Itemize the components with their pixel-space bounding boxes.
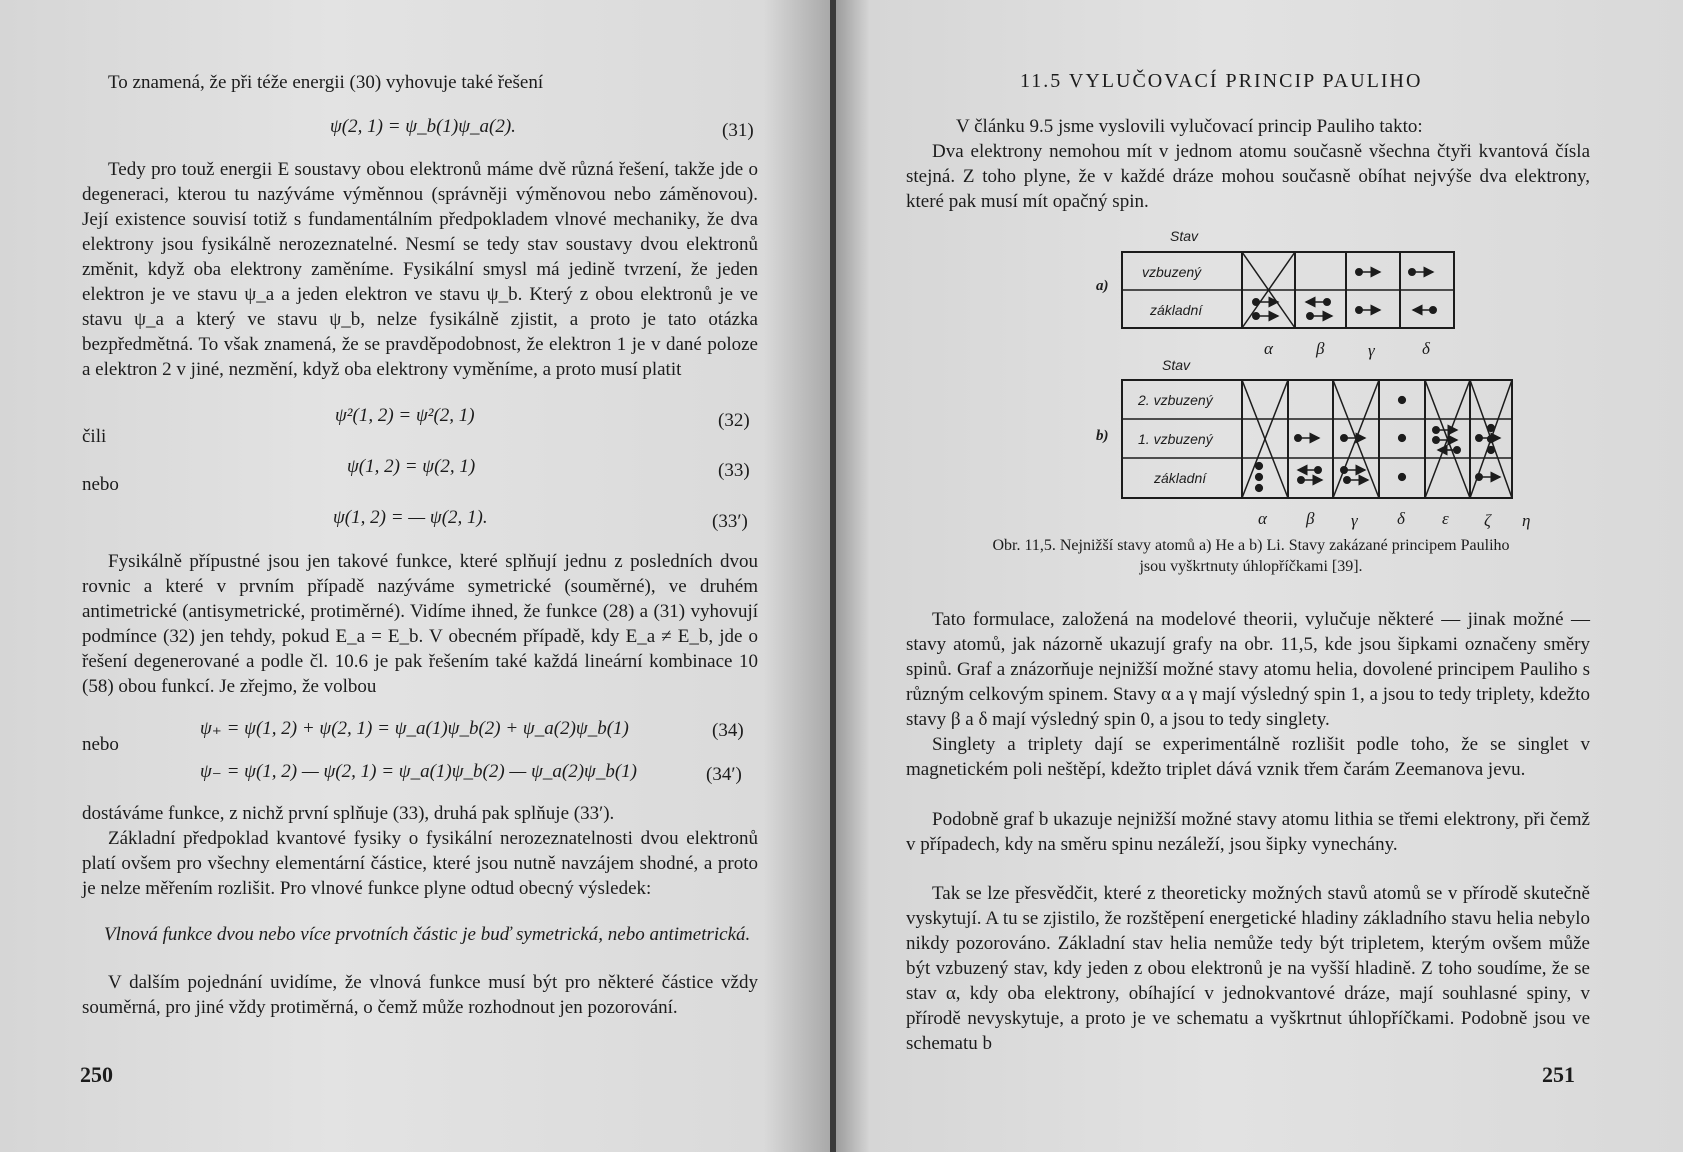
figure-a-col-gamma: γ: [1368, 341, 1375, 360]
figure-a-label: a): [1096, 278, 1109, 294]
figure-a-row-excited: vzbuzený: [1142, 264, 1202, 280]
paragraph-helium-ground: Tak se lze přesvědčit, které z theoreticky možných stavů atomů se v přírodě skutečně vyskytují. A tu se zjistilo, že rozštěpení energetické hladiny základního stavu helia nebylo nikdy pozorováno. Základní stav helia nemůže tedy být tripletem, kterým ovšem může být vzbuzený stav, kdy jeden z obou elektronů je na vyšší hladině. Z toho soudíme, že se stav α, kdy oba elektrony, obíhající v jednokvantové dráze, mají souhlasné spiny, v přírodě nevyskytuje, a proto je ve schematu a vyškrtnut úhlopříčkami. Podobně jsou ve schematu b: [906, 883, 1590, 1054]
paragraph-pauli-intro: V článku 9.5 jsme vyslovili vylučovací princip Pauliho takto:: [956, 116, 1423, 137]
figure-a-col-delta: δ: [1422, 339, 1430, 358]
section-heading: 11.5 VYLUČOVACÍ PRINCIP PAULIHO: [1020, 70, 1423, 92]
equation-32-number: (32): [718, 410, 750, 431]
figure-b-row-ground: základní: [1154, 470, 1207, 486]
equation-31-number: (31): [722, 120, 754, 141]
paragraph-formulation: Tato formulace, založená na modelové theorii, vylučuje některé — jinak možné — stavy atomů, jak názorně ukazují grafy na obr. 11,5, kde jsou šipkami označeny směry spinů. Graf a znázorňuje nejnižší možné stavy atomu helia, dovolené principem Pauliho s různým celkovým spinem. Stavy α a γ mají výsledný spin 1, a jsou to tedy triplety, kdežto stavy β a δ mají výsledný spin 0, a jsou to tedy singlety.: [906, 609, 1590, 730]
equation-31: ψ(2, 1) = ψ_b(1)ψ_a(2).: [330, 116, 516, 137]
equation-33-prime-number: (33′): [712, 511, 748, 532]
figure-a-col-alpha: α: [1264, 339, 1273, 358]
figure-b-col-eta: η: [1522, 511, 1531, 530]
figure-b-row-first-excited: 1. vzbuzený: [1138, 431, 1213, 447]
equation-34-prime-number: (34′): [706, 764, 742, 785]
paragraph-assumption: Základní předpoklad kvantové fysiky o fysikální nerozeznatelnosti dvou elektronů platí ovšem pro všechny elementární částice, které jsou nutně navzájem shodné, a proto je nelze měřením rozlišit. Pro vlnové funkce plyne odtud obecný výsledek:: [82, 828, 758, 899]
equation-32: ψ²(1, 2) = ψ²(2, 1): [335, 405, 475, 426]
page-number-right: 251: [1542, 1062, 1575, 1087]
paragraph-functions: dostáváme funkce, z nichž první splňuje (33), druhá pak splňuje (33′).: [82, 803, 615, 824]
equation-34: ψ₊ = ψ(1, 2) + ψ(2, 1) = ψ_a(1)ψ_b(2) + ψ_a(2)ψ_b(1): [200, 718, 629, 739]
figure-b-col-zeta: ζ: [1484, 511, 1491, 530]
paragraph-further: V dalším pojednání uvidíme, že vlnová funkce musí být pro některé částice vždy souměrná, pro jiné vždy protiměrná, o čemž může rozhodnout jen pozorování.: [82, 972, 758, 1018]
intro-line: To znamená, že při téže energii (30) vyhovuje také řešení: [108, 72, 544, 93]
equation-34-number: (34): [712, 720, 744, 741]
paragraph-pauli-statement: Dva elektrony nemohou mít v jednom atomu současně všechna čtyři kvantová čísla stejná. Z toho plyne, že v každé dráze mohou současně obíhat nejvýše dva elektrony, které pak musí mít opačný spin.: [906, 141, 1590, 212]
page-number-left: 250: [80, 1062, 113, 1087]
figure-b-col-alpha: α: [1258, 509, 1267, 528]
equation-34-label: nebo: [82, 734, 119, 755]
equation-32-label: čili: [82, 426, 107, 447]
equation-33-prime: ψ(1, 2) = — ψ(2, 1).: [333, 507, 488, 528]
pauli-states-diagram: [976, 230, 1536, 530]
figure-b-col-gamma: γ: [1351, 511, 1358, 530]
figure-a-col-beta: β: [1316, 339, 1325, 358]
paragraph-symmetric: Fysikálně přípustné jsou jen takové funkce, které splňují jednu z posledních dvou rovnic a které v prvním případě nazýváme symetrické (souměrné), ve druhém antimetrické (antisymetrické, protiměrné). Vidíme ihned, že funkce (28) a (31) vyhovují podmínce (32) jen tehdy, pokud E_a = E_b. V obecném případě, kdy E_a ≠ E_b, jde o řešení degenerované a podle čl. 10.6 je pak řešením také každá lineární kombinace 10 (58) obou funkcí. Je zřejmo, že volbou: [82, 551, 758, 697]
figure-b-electrons: [1256, 397, 1500, 492]
figure-b-row-second-excited: 2. vzbuzený: [1138, 392, 1213, 408]
figure-a-electrons: [1253, 269, 1436, 319]
paragraph-singlets: Singlety a triplety dají se experimentálně rozlišit podle toho, že se singlet v magnetickém poli neštěpí, kdežto triplet dává vznik třem čarám Zeemanova jevu.: [906, 734, 1590, 780]
equation-33-label: nebo: [82, 474, 119, 495]
paragraph-lithium: Podobně graf b ukazuje nejnižší možné stavy atomu lithia se třemi elektrony, při čemž v případech, kdy na směru spinu nezáleží, jsou šipky vynechány.: [906, 809, 1590, 855]
figure-b-title: Stav: [1162, 357, 1191, 373]
figure-caption: [906, 535, 1596, 577]
paragraph-degeneracy: Tedy pro touž energii E soustavy obou elektronů máme dvě různá řešení, takže jde o degeneraci, kterou tu nazýváme výměnnou (správněji výměnovou nebo záměnovou). Její existence souvisí totiž s fundamentálním předpokladem vlnové mechaniky, že dva elektrony jsou fysikálně nerozeznatelné. Nesmí se tedy stav soustavy dvou elektronů změnit, když oba elektrony zaměníme. Fysikální smysl má jedině tvrzení, že jeden elektron je ve stavu ψ_a a jeden elektron ve stavu ψ_b. Který z obou elektronů je ve stavu ψ_a a který ve stavu ψ_b, nelze fysikálně zjistit, a proto je tato otázka bezpředmětná. To však znamená, že se pravděpodobnost, že elektron 1 je v dané poloze a elektron 2 v jiné, nezmění, když oba elektrony vyměníme, a proto musí platit: [82, 159, 758, 380]
figure-a-title: Stav: [1170, 230, 1199, 244]
equation-33-number: (33): [718, 460, 750, 481]
figure-b-col-delta: δ: [1397, 509, 1405, 528]
figure-caption-line-1: Obr. 11,5. Nejnižší stavy atomů a) He a b) Li. Stavy zakázané principem Pauliho: [992, 537, 1510, 554]
equation-34-prime: ψ₋ = ψ(1, 2) — ψ(2, 1) = ψ_a(1)ψ_b(2) — ψ_a(2)ψ_b(1): [200, 761, 637, 782]
figure-11-5: [976, 230, 1536, 530]
figure-b-label: b): [1096, 428, 1109, 444]
figure-b-col-epsilon: ε: [1442, 509, 1449, 528]
figure-a-row-ground: základní: [1150, 302, 1203, 318]
left-page: [0, 0, 830, 1152]
figure-caption-line-2: jsou vyškrtnuty úhlopříčkami [39].: [1139, 558, 1363, 575]
right-page: [836, 0, 1683, 1152]
figure-b-col-beta: β: [1306, 509, 1315, 528]
paragraph-result: Vlnová funkce dvou nebo více prvotních částic je buď symetrická, nebo antimetrická.: [104, 924, 751, 945]
equation-33: ψ(1, 2) = ψ(2, 1): [347, 456, 476, 477]
